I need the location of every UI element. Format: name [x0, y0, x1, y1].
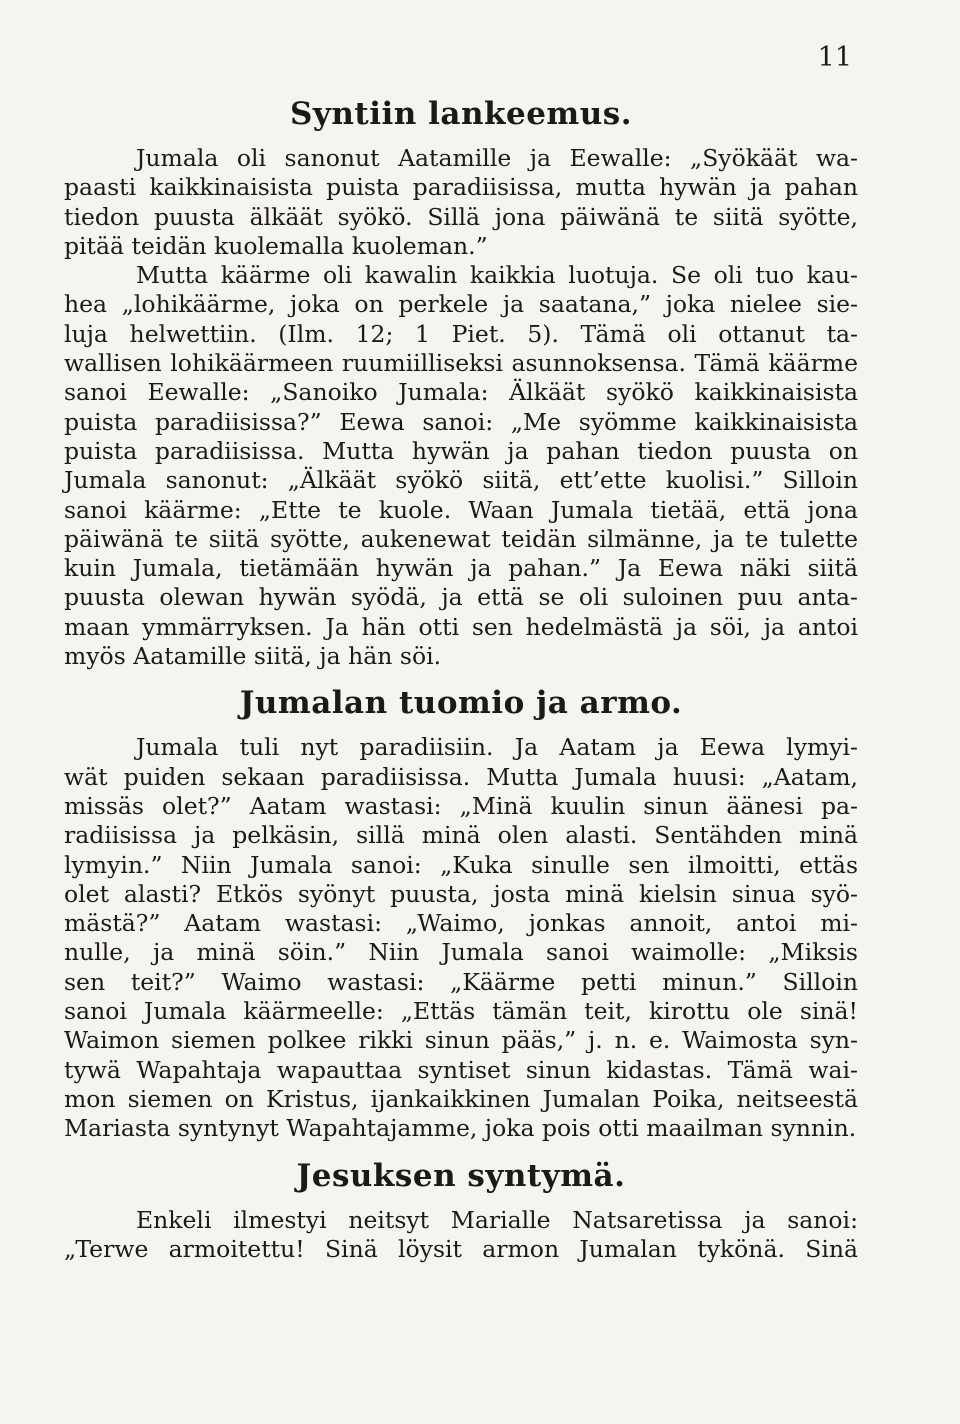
text-line: kuin Jumala, tietämään hywän ja pahan.” Ja Eewa näki siitä [64, 554, 858, 583]
text-line: sen teit?” Waimo wastasi: „Käärme petti minun.” Silloin [64, 967, 858, 996]
text-line: Jumala sanonut: „Älkäät syökö siitä, ett’ette kuolisi.” Silloin [64, 466, 858, 495]
section-heading-birth-of-jesus: Jesuksen syntymä. [296, 1157, 626, 1194]
text-line: puusta olewan hywän syödä, ja että se oli suloinen puu anta- [64, 583, 858, 612]
text-line: sanoi käärme: „Ette te kuole. Waan Jumala tietää, että jona [64, 495, 858, 524]
text-line: puista paradiisissa. Mutta hywän ja pahan tiedon puusta on [64, 436, 858, 465]
text-line: maan ymmärryksen. Ja hän otti sen hedelmästä ja söi, ja antoi [64, 612, 858, 641]
text-line: Enkeli ilmestyi neitsyt Marialle Natsaretissa ja sanoi: [136, 1205, 858, 1234]
section-heading-judgment-and-grace: Jumalan tuomio ja armo. [239, 685, 683, 722]
text-line: mästä?” Aatam wastasi: „Waimo, jonkas annoit, antoi mi- [64, 909, 858, 938]
text-line: päiwänä te siitä syötte, aukenewat teidän silmänne, ja te tulette [64, 524, 858, 553]
text-line: missäs olet?” Aatam wastasi: „Minä kuulin sinun äänesi pa- [64, 791, 858, 820]
text-line: sanoi Jumala käärmeelle: „Ettäs tämän teit, kirottu ole sinä! [64, 997, 858, 1026]
text-line: nulle, ja minä söin.” Niin Jumala sanoi waimolle: „Miksis [64, 938, 858, 967]
text-line: Mariasta syntynyt Wapahtajamme, joka pois otti maailman synnin. [64, 1114, 857, 1143]
page-number: 11 [817, 42, 852, 73]
text-line: olet alasti? Etkös syönyt puusta, josta minä kielsin sinua syö- [64, 879, 858, 908]
text-line: sanoi Eewalle: „Sanoiko Jumala: Älkäät syökö kaikkinaisista [64, 378, 858, 407]
text-line: tiedon puusta älkäät syökö. Sillä jona päiwänä te siitä syötte, [64, 202, 858, 231]
text-line: paasti kaikkinaisista puista paradiisissa, mutta hywän ja pahan [64, 173, 858, 202]
text-line: myös Aatamille siitä, ja hän söi. [64, 642, 442, 671]
paragraph-birth-of-jesus [64, 1206, 858, 1265]
text-line: wät puiden sekaan paradiisissa. Mutta Jumala huusi: „Aatam, [64, 762, 858, 791]
text-line: wallisen lohikäärmeen ruumiilliseksi asunnoksensa. Tämä käärme [64, 349, 858, 378]
text-line: hea „lohikäärme, joka on perkele ja saatana,” joka nielee sie- [64, 290, 858, 319]
text-line: Waimon siemen polkee rikki sinun pääs,” j. n. e. Waimosta syn- [64, 1026, 858, 1055]
text-line: lymyin.” Niin Jumala sanoi: „Kuka sinulle sen ilmoitti, ettäs [64, 850, 858, 879]
text-line: luja helwettiin. (Ilm. 12; 1 Piet. 5). Tämä oli ottanut ta- [64, 319, 858, 348]
text-line: pitää teidän kuolemalla kuoleman.” [64, 231, 488, 260]
section-heading-fall-into-sin: Syntiin lankeemus. [289, 96, 633, 132]
paragraph-judgment-and-grace [64, 733, 858, 1143]
text-line: mon siemen on Kristus, ijankaikkinen Jumalan Poika, neitseestä [64, 1084, 858, 1113]
text-line: radiisissa ja pelkäsin, sillä minä olen alasti. Sentähden minä [64, 821, 858, 850]
text-line: Mutta käärme oli kawalin kaikkia luotuja. Se oli tuo kau- [136, 261, 858, 290]
text-line: puista paradiisissa?” Eewa sanoi: „Me syömme kaikkinaisista [64, 407, 858, 436]
text-line: „Terwe armoitettu! Sinä löysit armon Jumalan tykönä. Sinä [64, 1234, 858, 1263]
paragraph-fall-into-sin [64, 144, 858, 671]
text-line: Jumala tuli nyt paradiisiin. Ja Aatam ja Eewa lymyi- [136, 733, 858, 762]
text-line: Jumala oli sanonut Aatamille ja Eewalle: „Syökäät wa- [136, 144, 858, 172]
text-line: tywä Wapahtaja wapauttaa syntiset sinun kidastas. Tämä wai- [64, 1055, 858, 1084]
